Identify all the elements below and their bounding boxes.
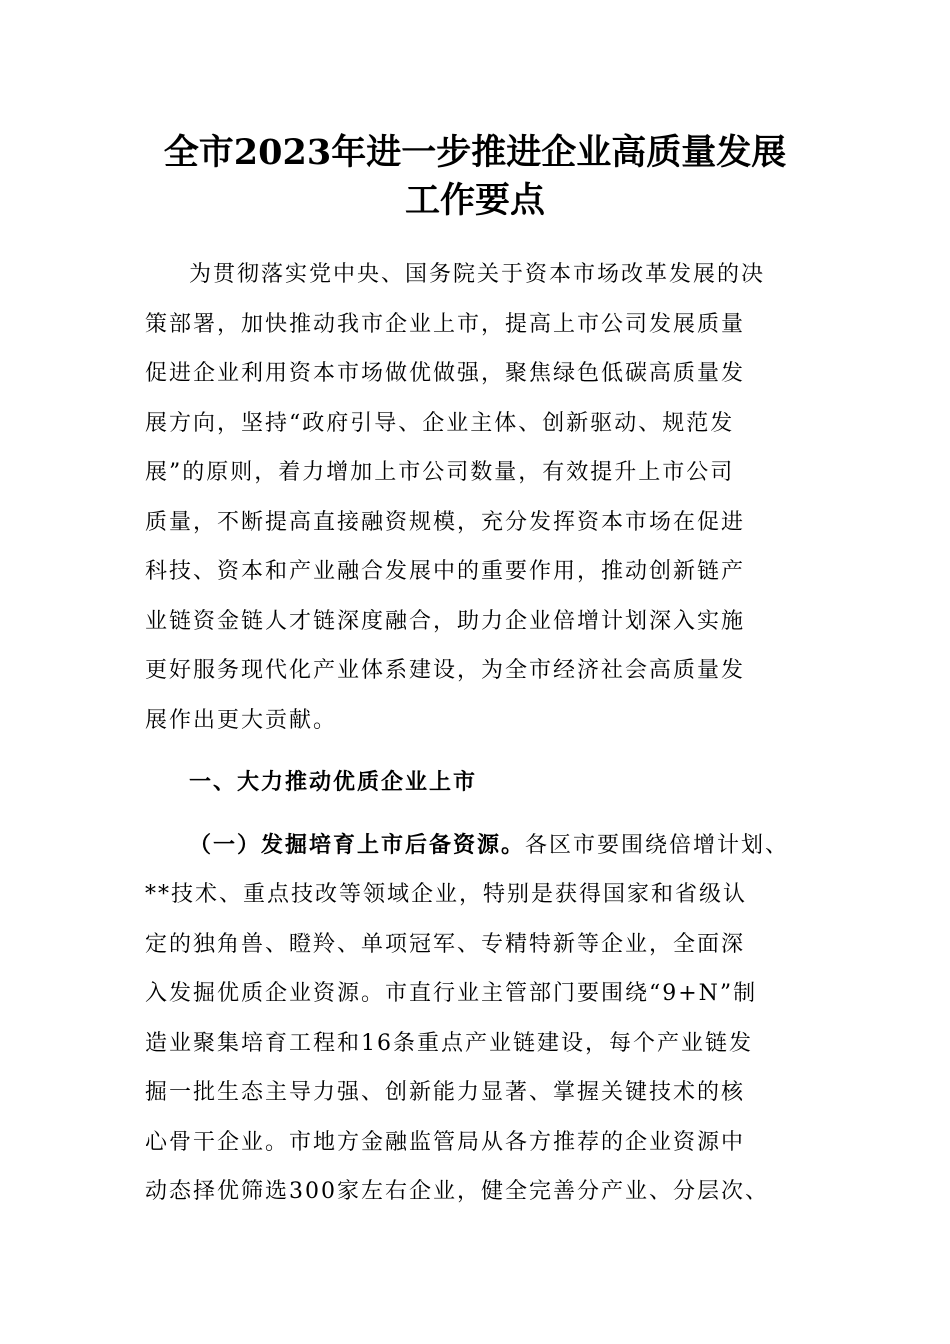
subsection-line: 心骨干企业。市地方金融监管局从各方推荐的企业资源中 — [145, 1129, 746, 1155]
intro-line: 为贯彻落实党中央、国务院关于资本市场改革发展的决 — [189, 262, 766, 287]
subsection-line: 定的独角兽、瞪羚、单项冠军、专精特新等企业，全面深 — [145, 931, 746, 957]
paragraph-gap — [145, 808, 810, 821]
subsection-first-line — [145, 821, 810, 871]
document-title-line-2: 工作要点 — [404, 180, 545, 221]
document-title-line-1: 全市2023年进一步推进企业高质量发展 — [163, 132, 787, 173]
subsection-line: 动态择优筛选300家左右企业，健全完善分产业、分层次、 — [145, 1179, 769, 1204]
intro-line: 业链资金链人才链深度融合，助力企业倍增计划深入实施 — [145, 608, 746, 634]
intro-line: 展作出更大贡献。 — [145, 707, 338, 733]
intro-line: 更好服务现代化产业体系建设，为全市经济社会高质量发 — [145, 658, 746, 683]
intro-line: 促进企业利用资本市场做优做强，聚焦绿色低碳高质量发 — [145, 361, 746, 386]
subsection-heading: （一）发掘培育上市后备资源。 — [189, 832, 526, 858]
subsection-line: 入发掘优质企业资源。市直行业主管部门要围绕“9+N”制 — [145, 981, 758, 1006]
intro-line: 科技、资本和产业融合发展中的重要作用，推动创新链产 — [145, 559, 746, 584]
subsection-text: 各区市要围绕倍增计划、 — [525, 832, 790, 858]
intro-line: 质量，不断提高直接融资规模，充分发挥资本市场在促进 — [145, 509, 746, 535]
intro-line: 策部署，加快推动我市企业上市，提高上市公司发展质量 — [145, 311, 746, 337]
intro-line: 展”的原则，着力增加上市公司数量，有效提升上市公司 — [145, 460, 735, 485]
section-heading: 一、大力推动优质企业上市 — [189, 770, 478, 795]
paragraph-gap — [145, 745, 810, 758]
subsection-line: **技术、重点技改等领域企业，特别是获得国家和省级认 — [145, 882, 748, 907]
subsection-line: 掘一批生态主导力强、创新能力显著、掌握关键技术的核 — [145, 1080, 746, 1105]
document-body — [145, 250, 810, 1217]
intro-line: 展方向，坚持“政府引导、企业主体、创新驱动、规范发 — [145, 410, 735, 436]
subsection-line: 造业聚集培育工程和16条重点产业链建设，每个产业链发 — [145, 1030, 753, 1056]
